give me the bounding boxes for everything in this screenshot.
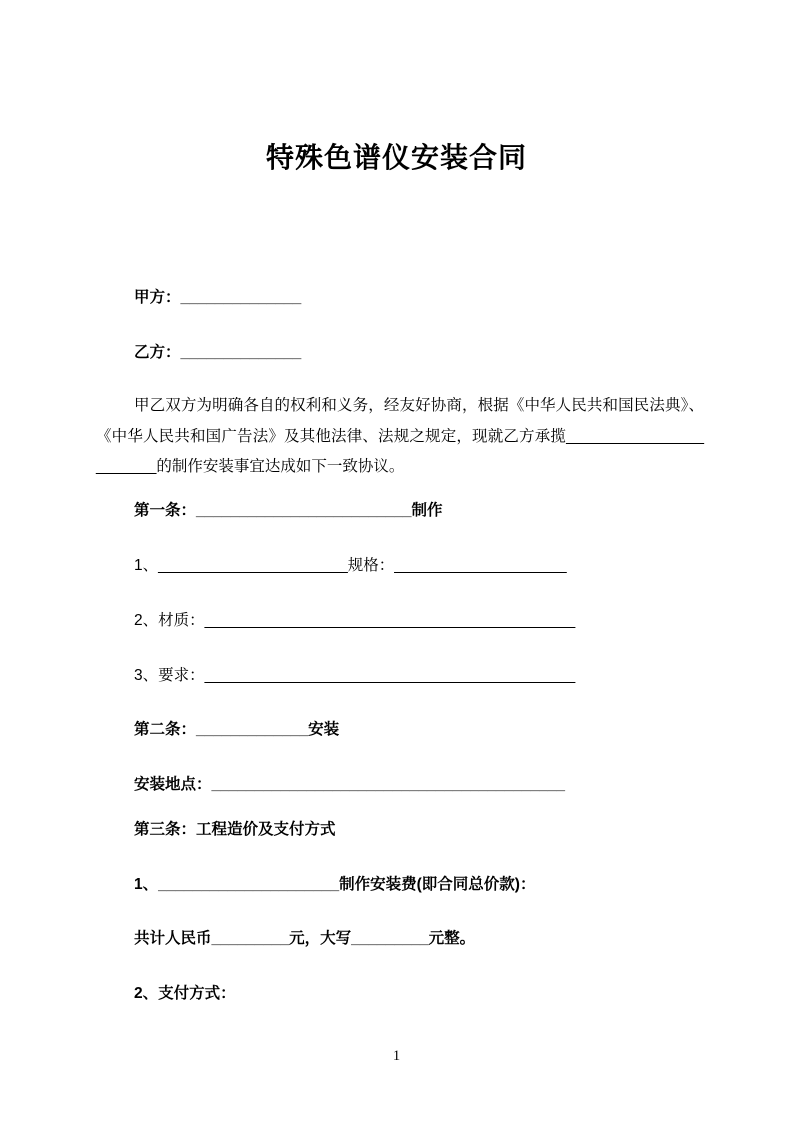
party-a-line: 甲方：______________ — [134, 289, 302, 306]
article-3-heading: 第三条：工程造价及支付方式 — [134, 821, 336, 838]
article-1-item-material: 2、材质：___________________________________________ — [134, 612, 576, 629]
article-1-heading: 第一条：_________________________制作 — [134, 502, 443, 519]
article-1-item-requirements: 3、要求：___________________________________________ — [134, 667, 576, 684]
article-3-item-payment-method: 2、支付方式： — [134, 985, 236, 1002]
page-number: 1 — [392, 1048, 401, 1064]
contract-title: 特殊色谱仪安装合同 — [265, 142, 527, 173]
article-3-item-fee: 1、_____________________制作安装费(即合同总价款)： — [134, 876, 536, 893]
preamble-paragraph: 甲乙双方为明确各自的权利和义务，经友好协商，根据《中华人民共和国民法典》、《中华人民共和国广告法》及其他法律、法规之规定，现就乙方承揽_______________________的制作安装事宜达成如下一致协议。 — [96, 397, 704, 475]
article-2-heading: 第二条：_____________安装 — [134, 721, 340, 738]
party-b-line: 乙方：______________ — [134, 344, 302, 361]
article-1-item-spec: 1、______________________规格：____________________ — [134, 557, 567, 574]
install-location-line: 安装地点：_________________________________________ — [134, 776, 565, 793]
article-3-total-price-line: 共计人民币_________元，大写_________元整。 — [134, 930, 476, 947]
